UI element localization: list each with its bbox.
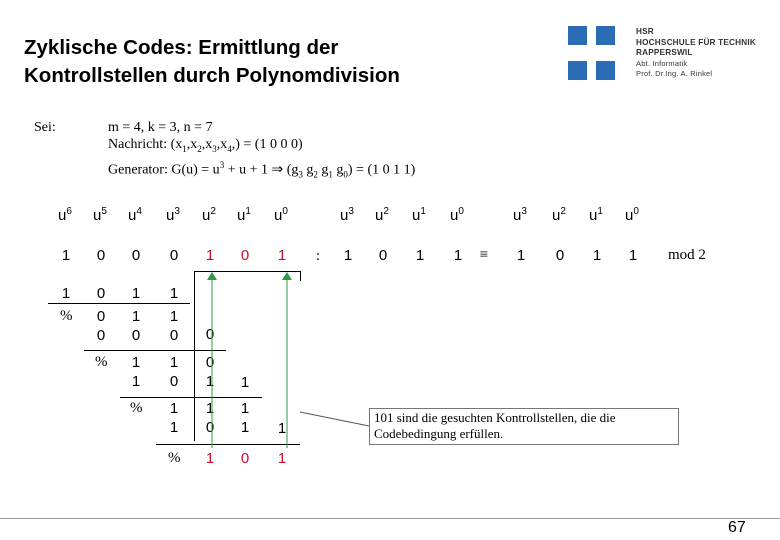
generator-line: Generator: $G(u) = u^3 + u + 1$ ⇒ ($g_3$ $g_2$ $g_1$ $g_0) = (1$ 0 1 1) [108, 159, 416, 180]
quotient-digit: 1 [628, 247, 638, 264]
header-exponent: 5 [101, 206, 107, 217]
step1-result: 0 [96, 308, 106, 325]
header-exponent: 2 [560, 206, 566, 217]
header-base: u [340, 207, 349, 224]
step3-result: 1 [205, 400, 215, 417]
title-line-1: Zyklische Codes: Ermittlung der [24, 36, 339, 59]
dividend-digit: 0 [96, 247, 106, 264]
header-exponent: 3 [348, 206, 354, 217]
header-base: u [128, 207, 137, 224]
header-exponent: 1 [420, 206, 426, 217]
logo-line-5: Prof. Dr.Ing. A. Rinkel [636, 69, 713, 78]
divisor-digit: 1 [453, 247, 463, 264]
step1-zero: 0 [169, 327, 179, 344]
remainder-digit: 0 [240, 450, 250, 467]
step2-xor: % [95, 354, 108, 370]
step1-zero: 0 [96, 327, 106, 344]
implies-arrow: ⇒ [271, 162, 284, 178]
divisor-digit: 0 [378, 247, 388, 264]
step3-xor: % [130, 400, 143, 416]
step3-subtrahend: 0 [205, 419, 215, 436]
dividend-digit: 1 [205, 247, 215, 264]
equiv-symbol: ≡ [479, 247, 489, 263]
generator-coeffs: ) = (1 0 1 1) [347, 162, 416, 178]
step1-result: 1 [169, 308, 179, 325]
header-base: u [202, 207, 211, 224]
sei-label: Sei: [34, 120, 56, 135]
header-exponent: 6 [66, 206, 72, 217]
dividend-digit: 0 [240, 247, 250, 264]
header-exponent: 0 [633, 206, 639, 217]
step2-result: 1 [131, 354, 141, 371]
title-line-2: Kontrollstellen durch Polynomdivision [24, 64, 400, 87]
mod-label: mod 2 [668, 247, 706, 263]
divide-symbol: : [315, 248, 321, 264]
dividend-digit: 1 [61, 247, 71, 264]
header-exponent: 3 [174, 206, 180, 217]
step4-xor: % [168, 450, 181, 466]
arrow-head-2 [282, 272, 292, 280]
header-exponent: 1 [597, 206, 603, 217]
header-exponent: 3 [521, 206, 527, 217]
remainder-digit: 1 [277, 450, 287, 467]
step2-result: 0 [205, 354, 215, 371]
step1-subtrahend: 1 [131, 285, 141, 302]
dividend-digit: 0 [169, 247, 179, 264]
step1-result: 1 [131, 308, 141, 325]
step1-subtrahend: 1 [169, 285, 179, 302]
header-base: u [589, 207, 598, 224]
params-line: m = 4, k = 3, n = 7 [108, 120, 213, 135]
logo-line-1: HSR [636, 27, 654, 36]
header-base: u [93, 207, 102, 224]
divisor-digit: 1 [415, 247, 425, 264]
nachricht-value: ) = (1 0 0 0) [235, 136, 303, 152]
header-base: u [552, 207, 561, 224]
header-base: u [625, 207, 634, 224]
header-base: u [274, 207, 283, 224]
nachricht-line: Nachricht: $(x_1,x_2,x_3,x_4,) = (1$ 0 0 0) [108, 136, 303, 154]
step1-xor: % [60, 308, 73, 324]
header-base: u [513, 207, 522, 224]
logo-line-2: HOCHSCHULE FÜR TECHNIK [636, 37, 756, 47]
nachricht-prefix: Nachricht: (x [108, 136, 183, 152]
header-exponent: 0 [282, 206, 288, 217]
step1-subtrahend: 0 [96, 285, 106, 302]
step2-subtrahend: 1 [131, 373, 141, 390]
step1-subtrahend: 1 [61, 285, 71, 302]
header-base: u [237, 207, 246, 224]
header-exponent: 1 [245, 206, 251, 217]
quotient-digit: 0 [555, 247, 565, 264]
dividend-digit: 0 [131, 247, 141, 264]
step2-bring-down: 1 [240, 374, 250, 391]
divisor-digit: 1 [343, 247, 353, 264]
logo-line-3: RAPPERSWIL [636, 48, 693, 57]
header-base: u [166, 207, 175, 224]
step3-subtrahend: 1 [240, 419, 250, 436]
quotient-digit: 1 [516, 247, 526, 264]
header-base: u [450, 207, 459, 224]
step3-result: 1 [240, 400, 250, 417]
step2-result: 1 [169, 354, 179, 371]
header-exponent: 4 [136, 206, 142, 217]
step3-bring-down: 1 [277, 420, 287, 437]
step1-bring-down: 0 [205, 326, 215, 343]
arrow-head-1 [207, 272, 217, 280]
header-base: u [375, 207, 384, 224]
generator-prefix: Generator: G(u) = u [108, 162, 220, 178]
footer-rule [0, 518, 780, 519]
callout-box: 101 sind die gesuchten Kontrollstellen, die die Codebedingung erfüllen. [369, 408, 679, 445]
step3-result: 1 [169, 400, 179, 417]
header-base: u [58, 207, 67, 224]
header-base: u [412, 207, 421, 224]
step2-subtrahend: 0 [169, 373, 179, 390]
generator-mid: + u + 1 [224, 162, 272, 178]
dividend-digit: 1 [277, 247, 287, 264]
header-exponent: 0 [458, 206, 464, 217]
step1-zero: 0 [131, 327, 141, 344]
step3-subtrahend: 1 [169, 419, 179, 436]
header-exponent: 2 [383, 206, 389, 217]
remainder-digit: 1 [205, 450, 215, 467]
step2-subtrahend: 1 [205, 373, 215, 390]
page-number: 67 [728, 519, 746, 536]
callout-connector [300, 412, 369, 426]
quotient-digit: 1 [592, 247, 602, 264]
logo-line-4: Abt. Informatik [636, 58, 688, 68]
header-exponent: 2 [210, 206, 216, 217]
generator-g: (g [283, 162, 299, 178]
